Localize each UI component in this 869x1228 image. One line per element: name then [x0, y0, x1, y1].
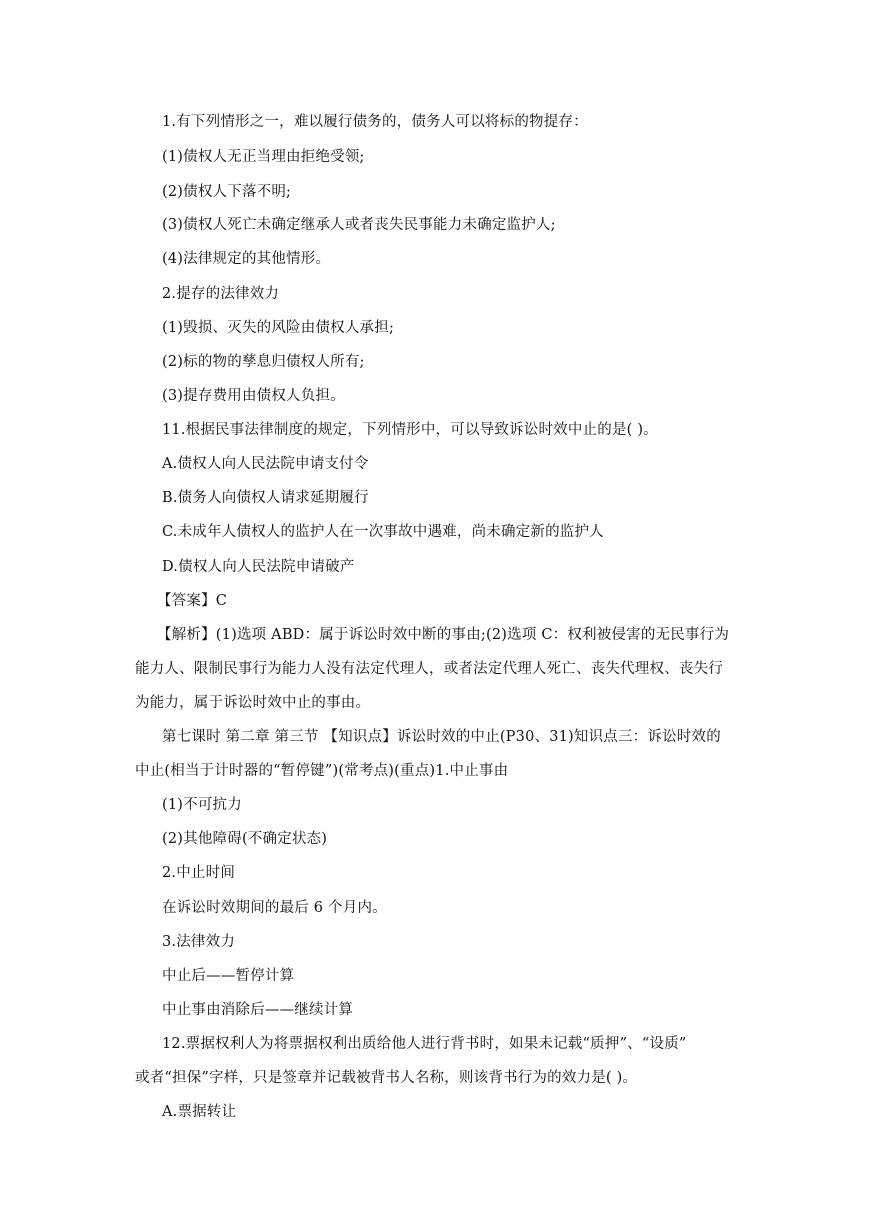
text-line: 2.提存的法律效力 [162, 286, 280, 302]
text-line: 2.中止时间 [162, 865, 236, 881]
text-line: (4)法律规定的其他情形。 [162, 251, 331, 267]
option-d: D.债权人向人民法院申请破产 [162, 559, 355, 575]
analysis-line: 【解析】(1)选项 ABD：属于诉讼时效中断的事由;(2)选项 C：权利被侵害的无民事行为 [157, 627, 730, 643]
text-line: (2)债权人下落不明; [162, 184, 292, 200]
text-line: (1)毁损、灭失的风险由债权人承担; [162, 320, 395, 336]
section-heading: 第七课时 第二章 第三节 【知识点】诉讼时效的中止(P30、31)知识点三：诉讼时效的 [162, 729, 721, 745]
text-line: 中止后——暂停计算 [162, 968, 295, 984]
text-line: (3)提存费用由债权人负担。 [162, 388, 345, 404]
analysis-line: 能力人、限制民事行为能力人没有法定代理人，或者法定代理人死亡、丧失代理权、丧失行 [135, 661, 723, 677]
option-a: A.票据转让 [162, 1104, 237, 1120]
text-line: (1)不可抗力 [162, 797, 242, 813]
option-b: B.债务人向债权人请求延期履行 [162, 490, 369, 506]
question-stem: 11.根据民事法律制度的规定，下列情形中，可以导致诉讼时效中止的是( )。 [162, 422, 658, 438]
text-line: (3)债权人死亡未确定继承人或者丧失民事能力未确定监护人; [162, 217, 556, 233]
text-line: 1.有下列情形之一，难以履行债务的，债务人可以将标的物提存： [162, 114, 588, 130]
text-line: 在诉讼时效期间的最后 6 个月内。 [162, 900, 387, 916]
text-line: (2)标的物的孳息归债权人所有; [162, 354, 365, 370]
option-c: C.未成年人债权人的监护人在一次事故中遇难，尚未确定新的监护人 [162, 524, 604, 540]
text-line: (2)其他障碍(不确定状态) [162, 831, 328, 847]
text-line: 3.法律效力 [162, 934, 236, 950]
text-line: (1)债权人无正当理由拒绝受领; [162, 149, 365, 165]
answer-line: 【答案】C [157, 593, 228, 609]
analysis-line: 为能力，属于诉讼时效中止的事由。 [135, 695, 371, 711]
option-a: A.债权人向人民法院申请支付令 [162, 456, 369, 472]
question-stem: 或者“担保”字样，只是签章并记载被背书人名称，则该背书行为的效力是( )。 [135, 1070, 638, 1086]
section-heading: 中止(相当于计时器的“暂停键”)(常考点)(重点)1.中止事由 [135, 763, 509, 779]
question-stem: 12.票据权利人为将票据权利出质给他人进行背书时，如果未记载“质押”、“设质” [162, 1036, 687, 1052]
text-line: 中止事由消除后——继续计算 [162, 1002, 354, 1018]
